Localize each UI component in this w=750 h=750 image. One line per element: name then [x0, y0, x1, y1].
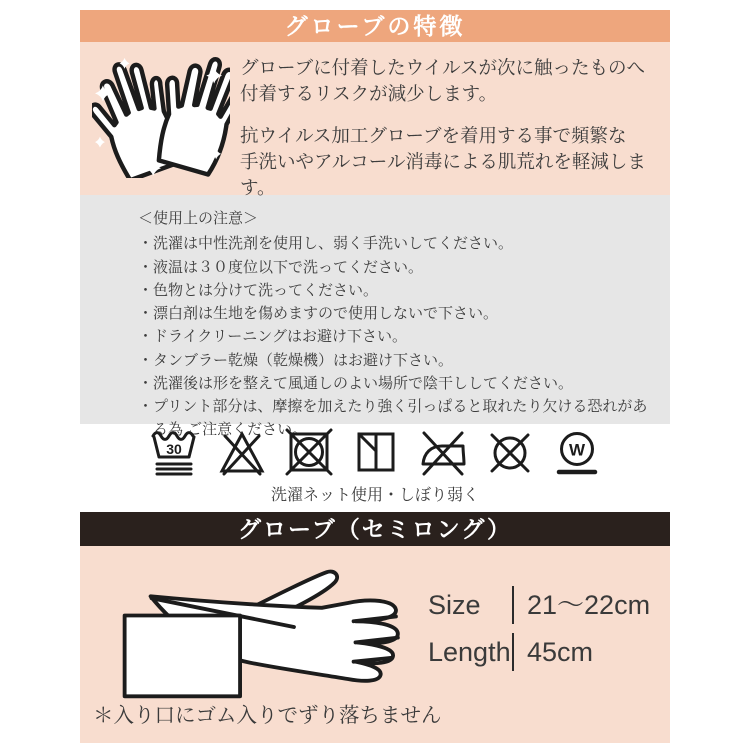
care-symbols-row — [80, 427, 670, 477]
features-section-header: グローブの特徴 — [80, 10, 670, 42]
precautions-title: ＜使用上の注意＞ — [138, 210, 259, 227]
size-label: Size — [428, 590, 481, 620]
length-label: Length — [428, 637, 511, 667]
wash-30-gentle-icon — [148, 427, 200, 477]
length-value: 45cm — [512, 633, 593, 671]
features-p2-line2: 手洗いやアルコール消毒による肌荒れを軽減します。 — [240, 150, 646, 199]
features-paragraph-1 — [240, 55, 670, 108]
gloves-sparkle-icon — [92, 52, 230, 178]
precaution-item: ・漂白剤は生地を傷めますので使用しないで下さい。 — [138, 305, 499, 322]
spec-row-size — [428, 586, 650, 624]
precaution-item: ・洗濯後は形を整えて風通しのよい場所で陰干ししてください。 — [138, 374, 574, 392]
precaution-item: ・洗濯は中性洗剤を使用し、弱く手洗いしてください。 — [138, 235, 514, 253]
svg-text:W: W — [568, 440, 586, 460]
features-p1-line2: 付着するリスクが減少します。 — [240, 83, 498, 105]
precaution-item: ・ドライクリーニングはお避け下さい。 — [138, 328, 407, 346]
care-symbols-section — [80, 424, 670, 512]
no-tumble-dry-icon — [284, 427, 334, 477]
no-dry-clean-icon — [485, 427, 535, 477]
precaution-item: ・液温は３０度位以下で洗ってください。 — [138, 258, 424, 276]
features-section — [80, 42, 670, 199]
no-bleach-icon — [217, 427, 267, 477]
features-p1-line1: グローブに付着したウイルスが次に触ったものへ — [240, 57, 645, 78]
precaution-item: ・タンブラー乾燥（乾燥機）はお避け下さい。 — [138, 351, 454, 369]
features-text — [240, 42, 670, 216]
line-dry-in-shade-icon — [351, 427, 401, 477]
spec-row-length — [428, 633, 650, 671]
precautions-section — [80, 195, 670, 439]
product-info-page — [80, 0, 670, 743]
care-caption: 洗濯ネット使用・しぼり弱く — [270, 487, 479, 504]
svg-text:30: 30 — [166, 441, 182, 457]
size-value: 21～22cm — [512, 586, 650, 624]
precaution-item: ・色物とは分けて洗ってください。 — [138, 281, 379, 299]
professional-wet-clean-gentle-icon — [552, 427, 602, 477]
semi-long-glove-illustration — [92, 552, 417, 704]
elastic-note: ＊入り口にゴム入りでずり落ちません — [93, 704, 442, 727]
features-paragraph-2 — [240, 123, 670, 202]
features-p2-line1: 抗ウイルス加工グローブを着用する事で頻繁な — [240, 124, 627, 146]
no-iron-icon — [418, 427, 468, 477]
glove-section — [80, 546, 670, 743]
spec-table — [428, 586, 650, 680]
sparkling-gloves-icon — [80, 42, 240, 183]
precaution-item: ・プリント部分は、摩擦を加えたり強く引っぱると取れたり欠ける恐れがある為 ご注意ください。 — [138, 398, 648, 439]
glove-section-header: グローブ（セミロング） — [80, 512, 670, 546]
